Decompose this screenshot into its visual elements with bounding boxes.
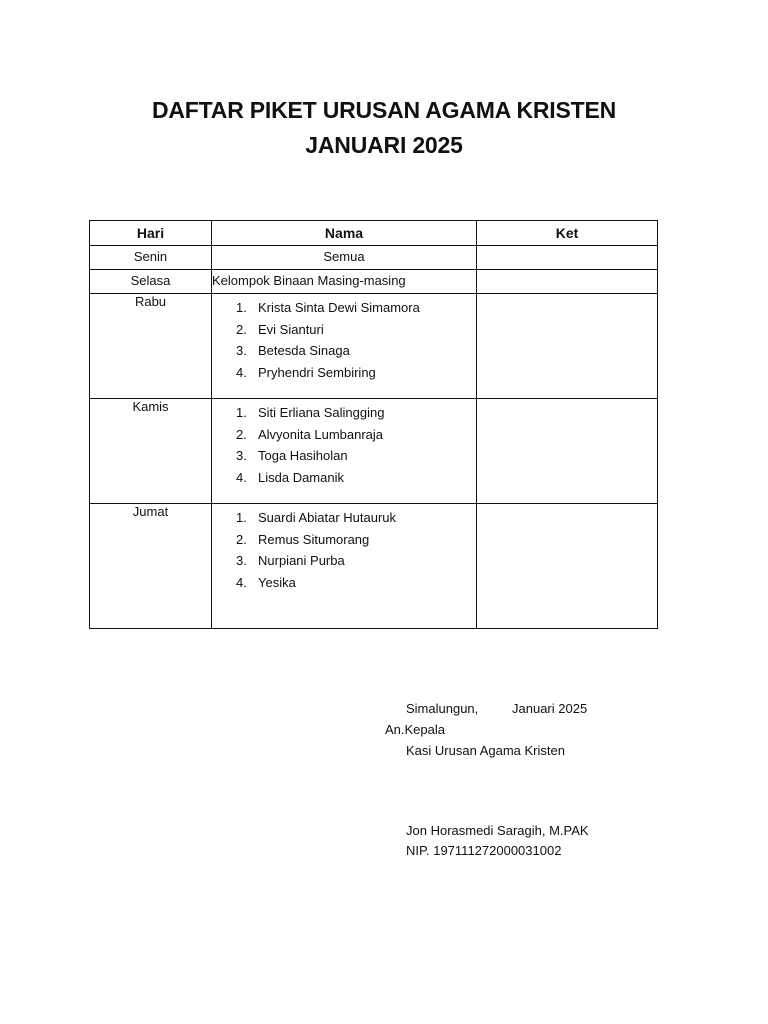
signature-position: Kasi Urusan Agama Kristen	[406, 743, 565, 758]
note-cell	[477, 294, 657, 399]
table-row	[90, 294, 657, 399]
list-item: 2. Remus Situmorang	[236, 531, 370, 547]
day-cell: Selasa	[90, 270, 212, 294]
signature-date: Januari 2025	[512, 701, 588, 716]
name-cell: Kelompok Binaan Masing-masing	[212, 270, 477, 294]
name-cell	[212, 504, 477, 628]
list-item: 2. Evi Sianturi	[236, 321, 324, 337]
name-cell	[212, 399, 477, 504]
note-cell	[477, 270, 657, 294]
document-title: DAFTAR PIKET URUSAN AGAMA KRISTEN	[151, 97, 617, 123]
note-cell	[477, 504, 657, 628]
list-item: 2. Alvyonita Lumbanraja	[236, 426, 384, 442]
header-ket: Ket	[477, 221, 657, 246]
list-item: 1. Krista Sinta Dewi Simamora	[236, 300, 420, 315]
list-item: 3. Nurpiani Purba	[236, 553, 345, 568]
day-cell: Senin	[90, 246, 212, 270]
table-row	[90, 399, 657, 504]
table-row	[90, 504, 657, 628]
list-item: 1. Suardi Abiatar Hutauruk	[236, 510, 397, 525]
name-list	[212, 507, 476, 593]
header-nama: Nama	[212, 221, 477, 246]
list-item: 4. Lisda Damanik	[236, 469, 344, 485]
name-list	[212, 402, 476, 488]
header-hari: Hari	[90, 221, 212, 246]
note-cell	[477, 399, 657, 504]
table-row	[90, 270, 657, 294]
list-item: 4. Pryhendri Sembiring	[236, 364, 376, 380]
signature-place: Simalungun,	[406, 701, 479, 716]
day-cell: Rabu	[90, 294, 212, 399]
list-item: 3. Toga Hasiholan	[236, 448, 348, 463]
table-header-row	[90, 221, 657, 246]
list-item: 1. Siti Erliana Salingging	[236, 405, 385, 420]
day-cell: Kamis	[90, 399, 212, 504]
name-cell	[212, 294, 477, 399]
day-cell: Jumat	[90, 504, 212, 628]
signatory-name: Jon Horasmedi Saragih, M.PAK	[406, 823, 589, 838]
table-row	[90, 246, 657, 270]
list-item: 4. Yesika	[236, 574, 296, 590]
signature-on-behalf: An.Kepala	[385, 722, 445, 737]
list-item: 3. Betesda Sinaga	[236, 343, 350, 358]
document-subtitle: JANUARI 2025	[305, 132, 463, 158]
signatory-nip: NIP. 197111272000031002	[406, 843, 562, 858]
note-cell	[477, 246, 657, 270]
name-list	[212, 297, 476, 383]
schedule-table	[89, 220, 658, 629]
name-cell: Semua	[212, 246, 477, 270]
